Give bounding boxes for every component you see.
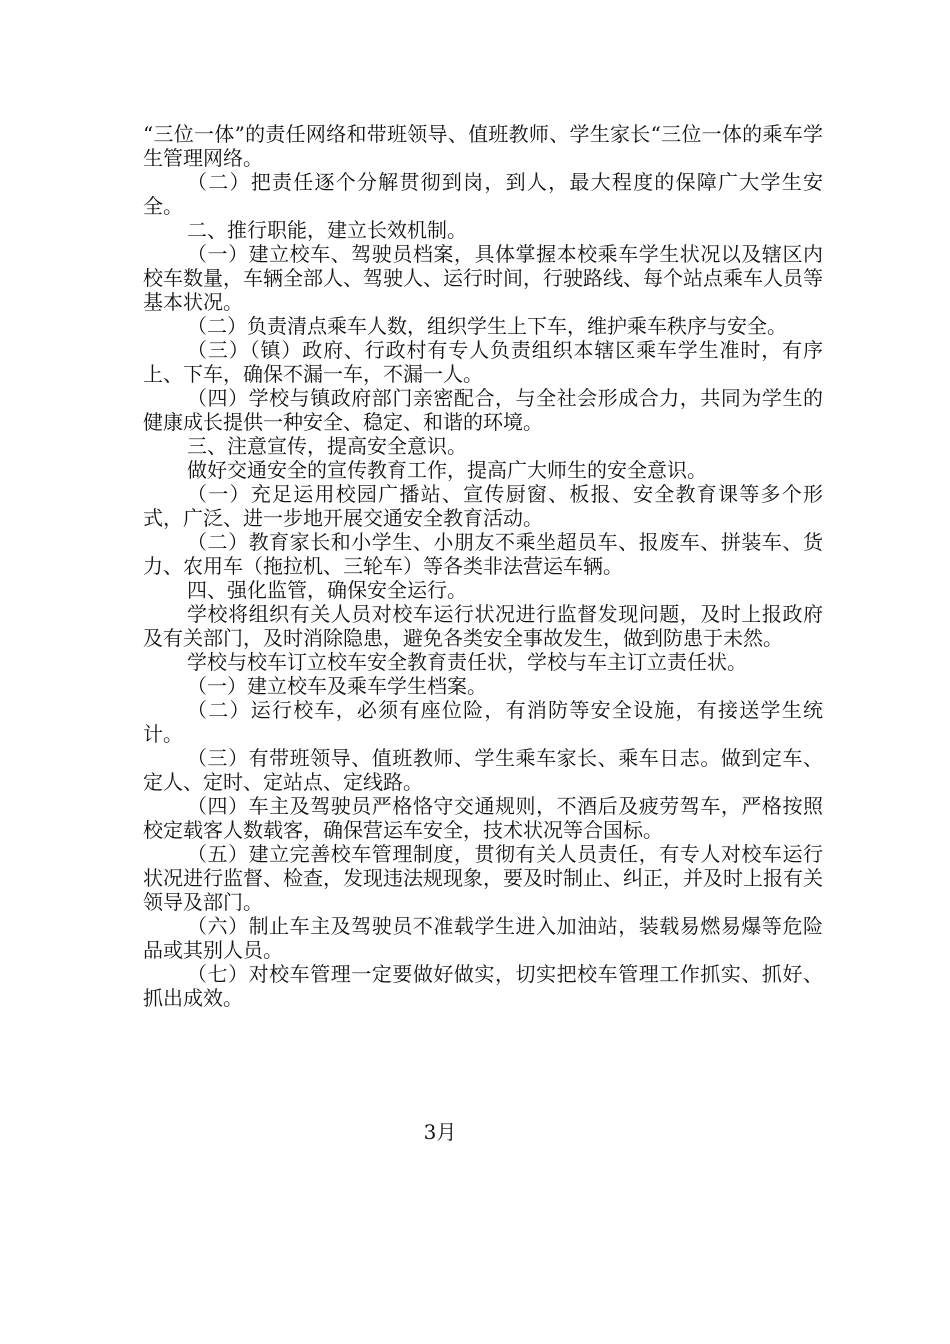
document-paragraph: 四、强化监管，确保安全运行。 (187, 578, 467, 602)
document-paragraph: （一）充足运用校园广播站、宣传厨窗、板报、安全教育课等多个形式，广泛、进一步地开展交通安全教育活动。 (143, 482, 823, 530)
document-paragraph: （四）学校与镇政府部门亲密配合，与全社会形成合力，共同为学生的健康成长提供一种安全、稳定、和谐的环境。 (143, 386, 823, 434)
document-paragraph: （五）建立完善校车管理制度，贯彻有关人员责任，有专人对校车运行状况进行监督、检查，发现违法规现象，要及时制止、纠正，并及时上报有关领导及部门。 (143, 842, 823, 914)
document-paragraph: 学校与校车订立校车安全教育责任状，学校与车主订立责任状。 (187, 650, 747, 674)
document-body (143, 122, 823, 1010)
document-date: 3月 (423, 1120, 457, 1144)
document-paragraph: （三）（镇）政府、行政村有专人负责组织本辖区乘车学生准时，有序上、下车，确保不漏一车，不漏一人。 (143, 338, 823, 386)
document-paragraph: （三）有带班领导、值班教师、学生乘车家长、乘车日志。做到定车、定人、定时、定站点、定线路。 (143, 746, 823, 794)
document-paragraph: （二）把责任逐个分解贯彻到岗，到人，最大程度的保障广大学生安全。 (143, 170, 823, 218)
document-paragraph: 二、推行职能，建立长效机制。 (187, 218, 467, 242)
document-paragraph: （二）负责清点乘车人数，组织学生上下车，维护乘车秩序与安全。 (187, 314, 787, 338)
document-paragraph: （一）建立校车及乘车学生档案。 (187, 674, 487, 698)
document-paragraph: （二）教育家长和小学生、小朋友不乘坐超员车、报废车、拼装车、货力、农用车（拖拉机、三轮车）等各类非法营运车辆。 (143, 530, 823, 578)
document-paragraph: （一）建立校车、驾驶员档案，具体掌握本校乘车学生状况以及辖区内校车数量，车辆全部人、驾驶人、运行时间，行驶路线、每个站点乘车人员等基本状况。 (143, 242, 823, 314)
document-paragraph: （四）车主及驾驶员严格恪守交通规则，不酒后及疲劳驾车，严格按照校定载客人数载客，确保营运车安全，技术状况等合国标。 (143, 794, 823, 842)
document-paragraph: （七）对校车管理一定要做好做实，切实把校车管理工作抓实、抓好、抓出成效。 (143, 962, 823, 1010)
document-paragraph: （二）运行校车，必须有座位险，有消防等安全设施，有接送学生统计。 (143, 698, 823, 746)
document-paragraph: “三位一体”的责任网络和带班领导、值班教师、学生家长“三位一体的乘车学生管理网络。 (143, 122, 823, 170)
document-paragraph: 三、注意宣传，提高安全意识。 (187, 434, 467, 458)
document-paragraph: 学校将组织有关人员对校车运行状况进行监督发现问题，及时上报政府及有关部门，及时消除隐患，避免各类安全事故发生，做到防患于未然。 (143, 602, 823, 650)
document-paragraph: （六）制止车主及驾驶员不准载学生进入加油站，装载易燃易爆等危险品或其别人员。 (143, 914, 823, 962)
document-paragraph: 做好交通安全的宣传教育工作，提高广大师生的安全意识。 (187, 458, 707, 482)
